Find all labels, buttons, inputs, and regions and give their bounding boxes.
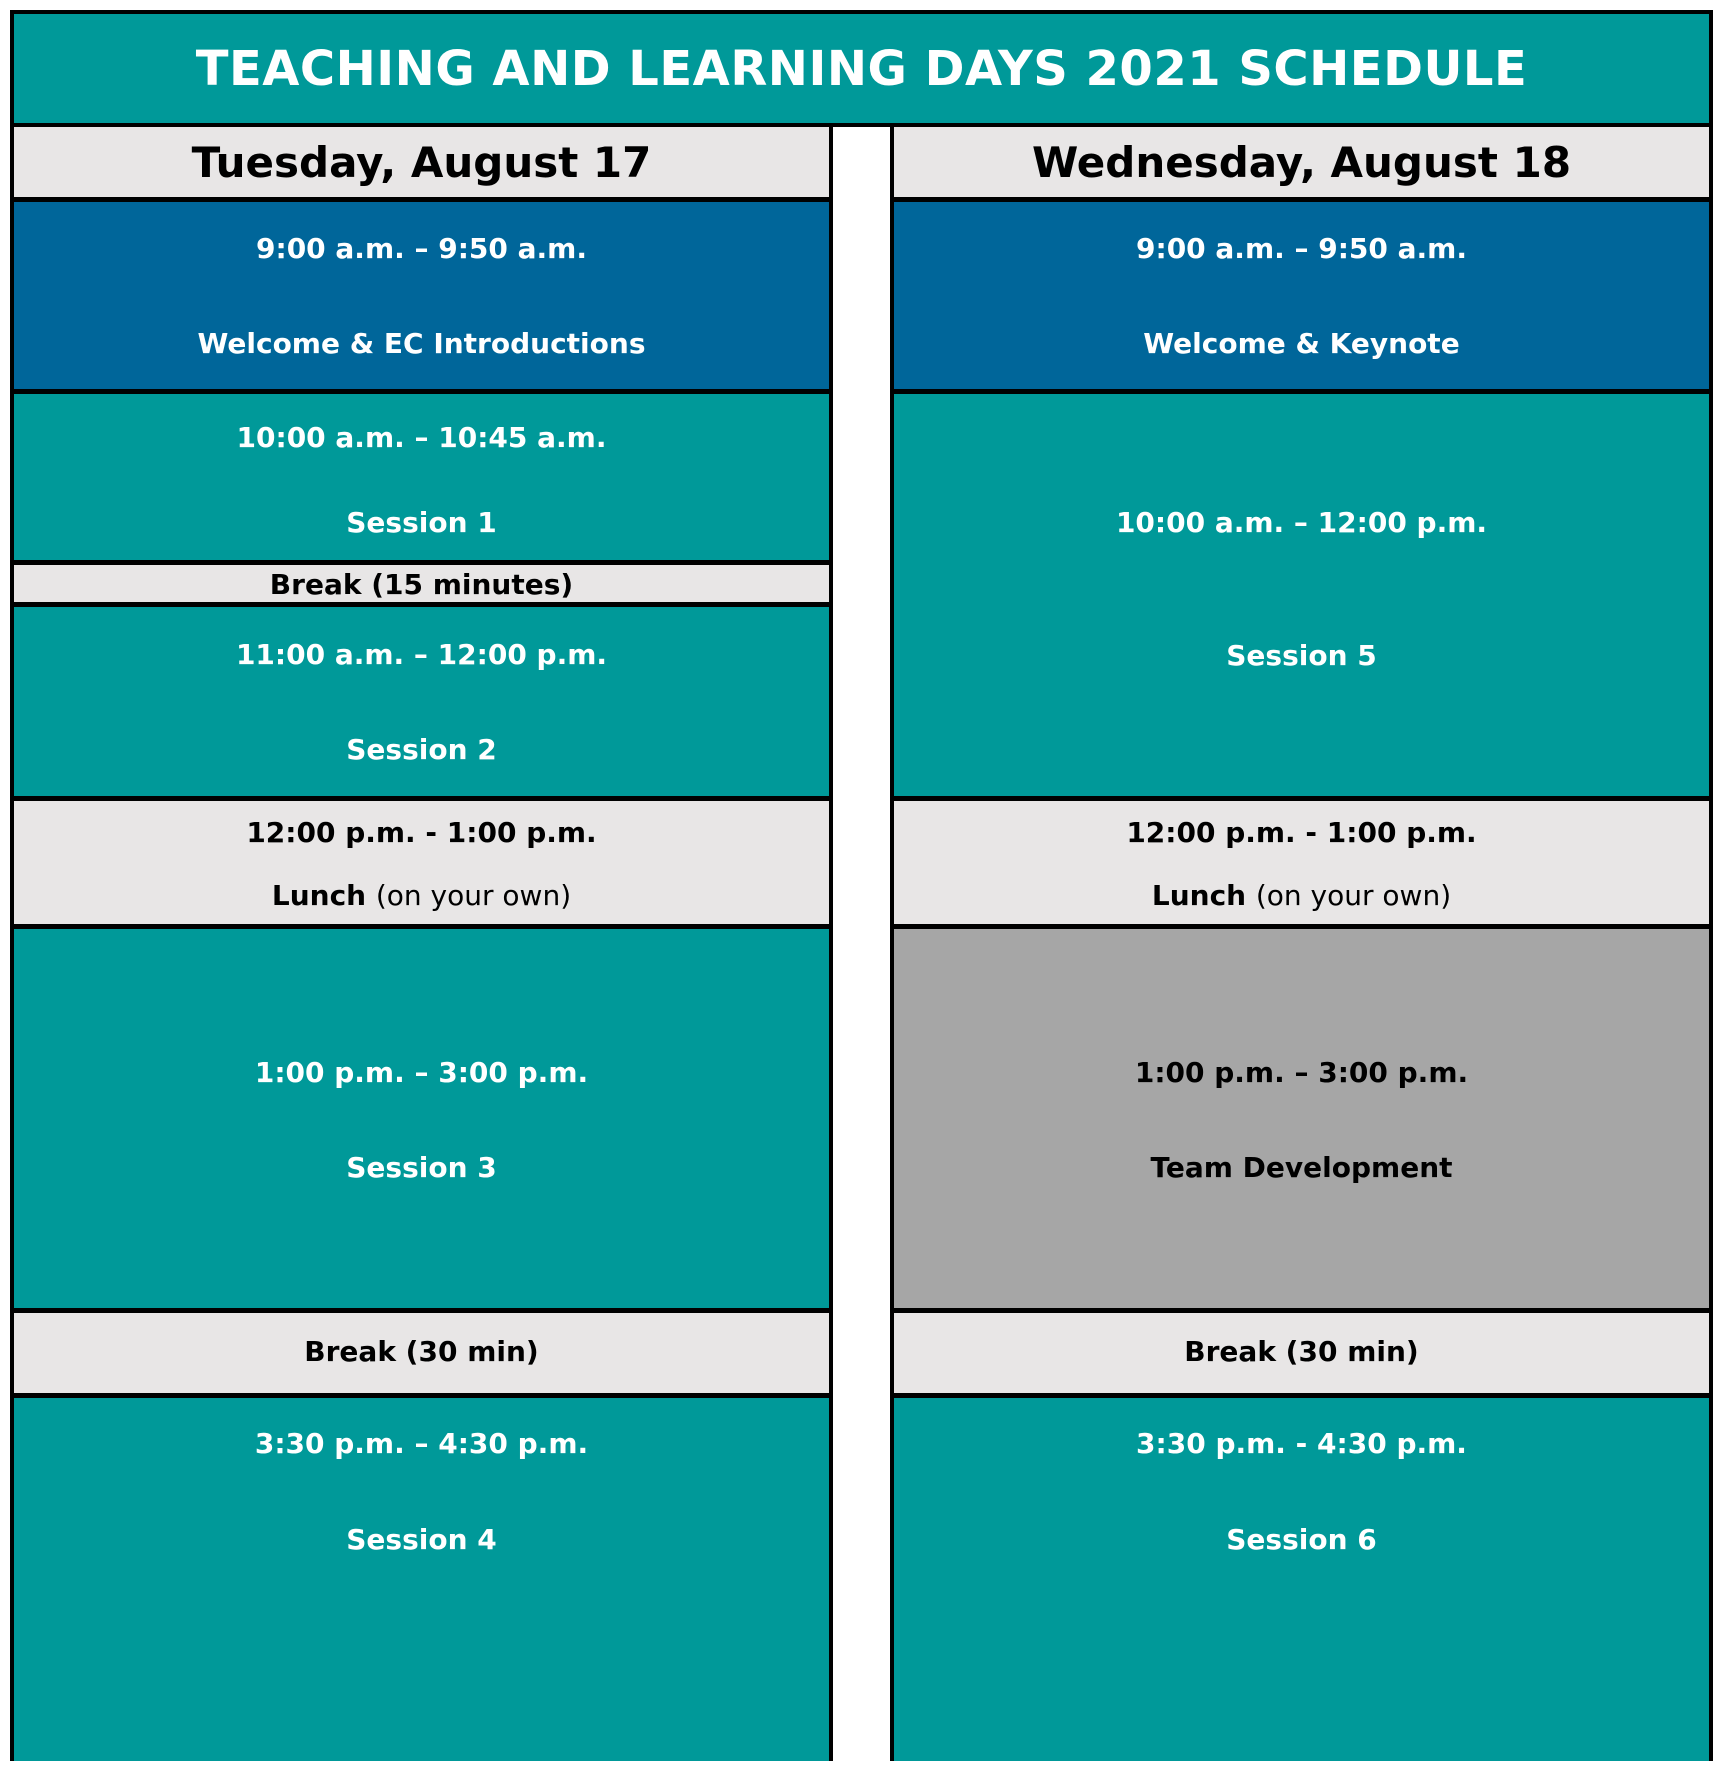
schedule-block-welcome — [894, 202, 1709, 394]
block-note: (on your own) — [375, 879, 572, 912]
block-label: Welcome & EC Introductions — [197, 327, 646, 360]
block-label: Team Development — [1150, 1151, 1453, 1184]
schedule-block-lunch — [894, 801, 1709, 929]
schedule-block-session-5 — [894, 394, 1709, 801]
schedule-block-break-15 — [14, 565, 829, 607]
block-time: 3:30 p.m. - 4:30 p.m. — [1136, 1427, 1467, 1460]
schedule-block-break-30 — [14, 1313, 829, 1398]
block-label: Welcome & Keynote — [1143, 327, 1460, 360]
block-label: Session 2 — [346, 733, 497, 766]
block-label: Lunch — [1151, 879, 1247, 912]
block-label: Break (30 min) — [1184, 1335, 1419, 1368]
block-label: Session 5 — [1226, 639, 1377, 672]
schedule-table — [10, 10, 1713, 1761]
column-gap — [829, 127, 894, 1761]
schedule-block-session-2 — [14, 607, 829, 801]
block-time: 9:00 a.m. – 9:50 a.m. — [1136, 232, 1467, 265]
day-column-tuesday — [14, 127, 829, 1761]
schedule-block-session-4 — [14, 1398, 829, 1761]
block-time: 1:00 p.m. – 3:00 p.m. — [1134, 1056, 1469, 1089]
block-time: 10:00 a.m. – 12:00 p.m. — [1115, 506, 1488, 539]
block-label-line — [894, 879, 1709, 913]
schedule-block-session-1 — [14, 394, 829, 565]
schedule-block-break-30 — [894, 1313, 1709, 1398]
block-time: 11:00 a.m. – 12:00 p.m. — [235, 638, 608, 671]
block-time: 9:00 a.m. – 9:50 a.m. — [256, 232, 587, 265]
block-label-line — [14, 879, 829, 913]
block-label: Session 3 — [346, 1151, 497, 1184]
block-note: (on your own) — [1255, 879, 1452, 912]
day-column-wednesday — [894, 127, 1709, 1761]
block-time: 1:00 p.m. – 3:00 p.m. — [254, 1056, 589, 1089]
schedule-block-session-6 — [894, 1398, 1709, 1761]
block-label: Session 1 — [346, 506, 497, 539]
block-time: 12:00 p.m. - 1:00 p.m. — [1126, 816, 1477, 849]
block-label: Break (30 min) — [304, 1335, 539, 1368]
schedule-block-lunch — [14, 801, 829, 929]
schedule-title: TEACHING AND LEARNING DAYS 2021 SCHEDULE — [14, 14, 1709, 127]
block-label: Lunch — [271, 879, 367, 912]
block-time: 10:00 a.m. – 10:45 a.m. — [236, 421, 607, 454]
schedule-block-team-development — [894, 929, 1709, 1313]
schedule-block-session-3 — [14, 929, 829, 1313]
block-label: Session 6 — [1226, 1523, 1377, 1556]
block-label: Session 4 — [346, 1523, 497, 1556]
block-time: 12:00 p.m. - 1:00 p.m. — [246, 816, 597, 849]
schedule-block-welcome — [14, 202, 829, 394]
day-header: Tuesday, August 17 — [14, 127, 829, 202]
day-header: Wednesday, August 18 — [894, 127, 1709, 202]
block-time: 3:30 p.m. – 4:30 p.m. — [254, 1427, 589, 1460]
block-label: Break (15 minutes) — [269, 568, 574, 601]
